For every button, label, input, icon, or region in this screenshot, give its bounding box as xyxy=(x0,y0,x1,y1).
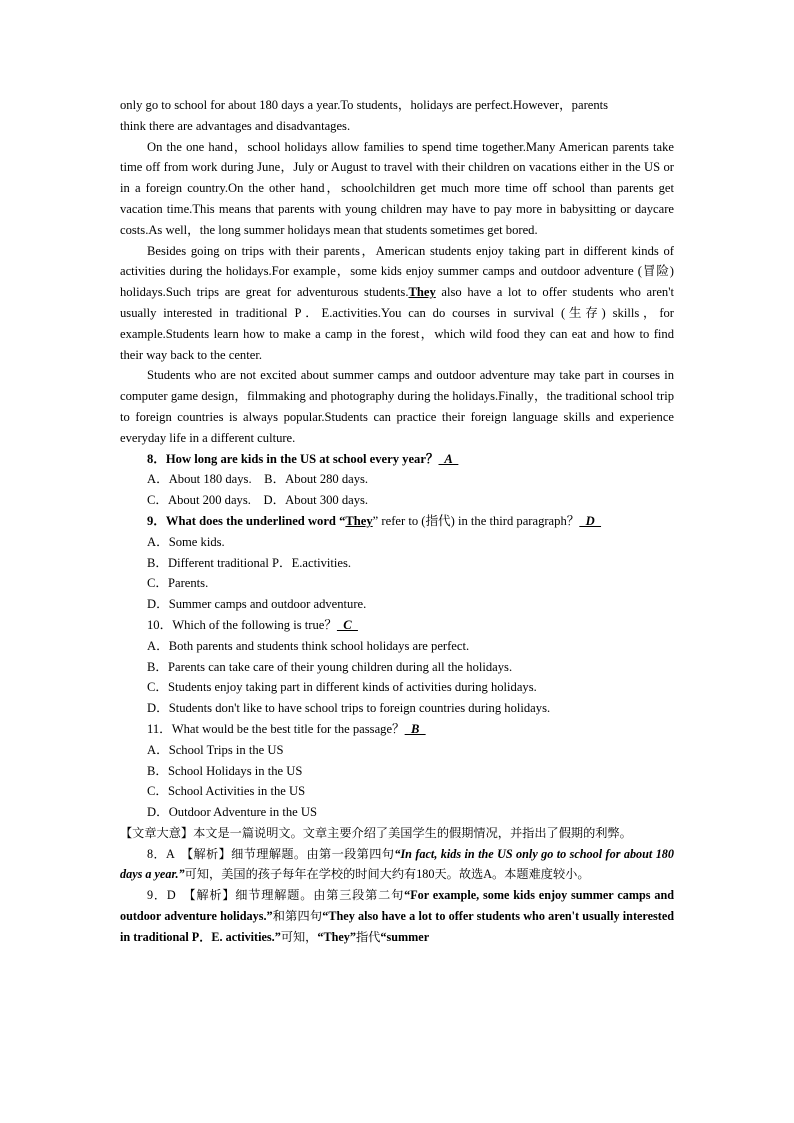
question-8-stem xyxy=(147,449,674,470)
passage-text: also have a lot to offer students who aren't usually interested in traditional P．E.activities.You can do courses in survival (生存) skills，for example.Students learn how to make a camp in the forest，which wild food they can eat and how to find their way back to the center. xyxy=(120,285,674,362)
answer-blank: A xyxy=(438,451,459,466)
question-text: 9．What does the underlined word “ xyxy=(147,513,346,528)
underlined-word-they: They xyxy=(408,285,436,300)
question-text: ” refer to (指代) in the third paragraph？ xyxy=(372,513,580,528)
analysis-text: 指代 xyxy=(355,929,381,944)
answer-blank: B xyxy=(404,721,426,736)
question-10-option: A．Both parents and students think school holidays are perfect. xyxy=(147,638,470,653)
analysis-quote: “For example, some kids enjoy summer camps and outdoor adventure holidays.” xyxy=(120,888,674,924)
analysis-text: 可知，美国的孩子每年在学校的时间大约有180天。故选A。本题难度较小。 xyxy=(184,867,590,882)
passage-text: only go to school for about 180 days a year.To students，holidays are perfect.However，parents xyxy=(120,98,609,112)
answer-blank: C xyxy=(336,617,358,632)
question-11-option: D．Outdoor Adventure in the US xyxy=(147,805,317,820)
question-11-option: C．School Activities in the US xyxy=(147,784,306,799)
passage-paragraph-4: Students who are not excited about summer camps and outdoor adventure may take part in courses in computer game design，filmmaking and photography during the holidays.Finally，the traditional school trip to foreign countries is always popular.Students can practice their foreign language skills and experience everyday life in a different culture. xyxy=(120,368,674,445)
question-9-option: D．Summer camps and outdoor adventure. xyxy=(147,597,367,612)
question-9-stem xyxy=(147,511,674,532)
question-9-option: B．Different traditional P．E.activities. xyxy=(147,555,352,570)
document-body xyxy=(120,95,674,948)
question-10-option: C．Students enjoy taking part in different kinds of activities during holidays. xyxy=(147,680,537,695)
question-text: 8．How long are kids in the US at school every year？ xyxy=(147,451,439,466)
question-10-stem xyxy=(147,615,674,636)
article-summary: 【文章大意】本文是一篇说明文。文章主要介绍了美国学生的假期情况，并指出了假期的利弊。 xyxy=(120,825,632,840)
answer-analysis-8 xyxy=(120,844,674,886)
analysis-text: 和第四句 xyxy=(272,909,323,924)
question-text: 11．What would be the best title for the passage？ xyxy=(147,721,405,736)
question-11-option: A．School Trips in the US xyxy=(147,742,284,757)
question-10-option: D．Students don't like to have school trips to foreign countries during holidays. xyxy=(147,701,551,716)
passage-text: think there are advantages and disadvantages. xyxy=(120,118,351,133)
question-text: 10．Which of the following is true？ xyxy=(147,617,337,632)
passage-text: Besides going on trips with their parents，American students enjoy taking part in different kinds of activities during the holidays.For example，some kids enjoy summer camps and outdoor adventure (冒险) holidays.Such trips are great for adventurous students. xyxy=(120,243,674,300)
passage-paragraph-1 xyxy=(120,95,674,137)
question-9-option: C．Parents. xyxy=(147,576,209,591)
passage-paragraph-2: On the one hand，school holidays allow families to spend time together.Many American parents take time off from work during June，July or August to travel with their children on vacations either in the US or in a foreign country.On the other hand，schoolchildren get much more time off school than parents get vacation time.This means that parents with young children may have to pay more in babysitting or daycare costs.As well，the long summer holidays mean that students sometimes get bored. xyxy=(120,139,674,237)
analysis-text: 可知， xyxy=(280,929,318,944)
question-8-options-ab: A．About 180 days. B．About 280 days. xyxy=(147,472,369,487)
underlined-word: They xyxy=(345,513,373,528)
answer-analysis-9 xyxy=(120,885,674,947)
question-11-stem xyxy=(147,719,674,740)
passage-paragraph-3 xyxy=(120,241,674,366)
question-10-option: B．Parents can take care of their young children during all the holidays. xyxy=(147,659,513,674)
analysis-quote: “They also have a lot to offer students who aren't usually interested in traditional P．E. activities.” xyxy=(120,909,675,944)
analysis-quote: “In fact, kids in the US only go to school for about 180 days a year.” xyxy=(120,846,674,882)
question-11-option: B．School Holidays in the US xyxy=(147,763,303,778)
analysis-quote: “summer xyxy=(380,929,430,944)
analysis-text: 8．A 【解析】细节理解题。由第一段第四句 xyxy=(147,846,395,861)
question-9-option: A．Some kids. xyxy=(147,534,225,549)
question-8-options-cd: C．About 200 days. D．About 300 days. xyxy=(147,493,369,508)
answer-blank: D xyxy=(579,513,602,528)
analysis-text: 9．D 【解析】细节理解题。由第三段第二句 xyxy=(147,888,405,903)
analysis-quote: “They” xyxy=(317,929,356,944)
